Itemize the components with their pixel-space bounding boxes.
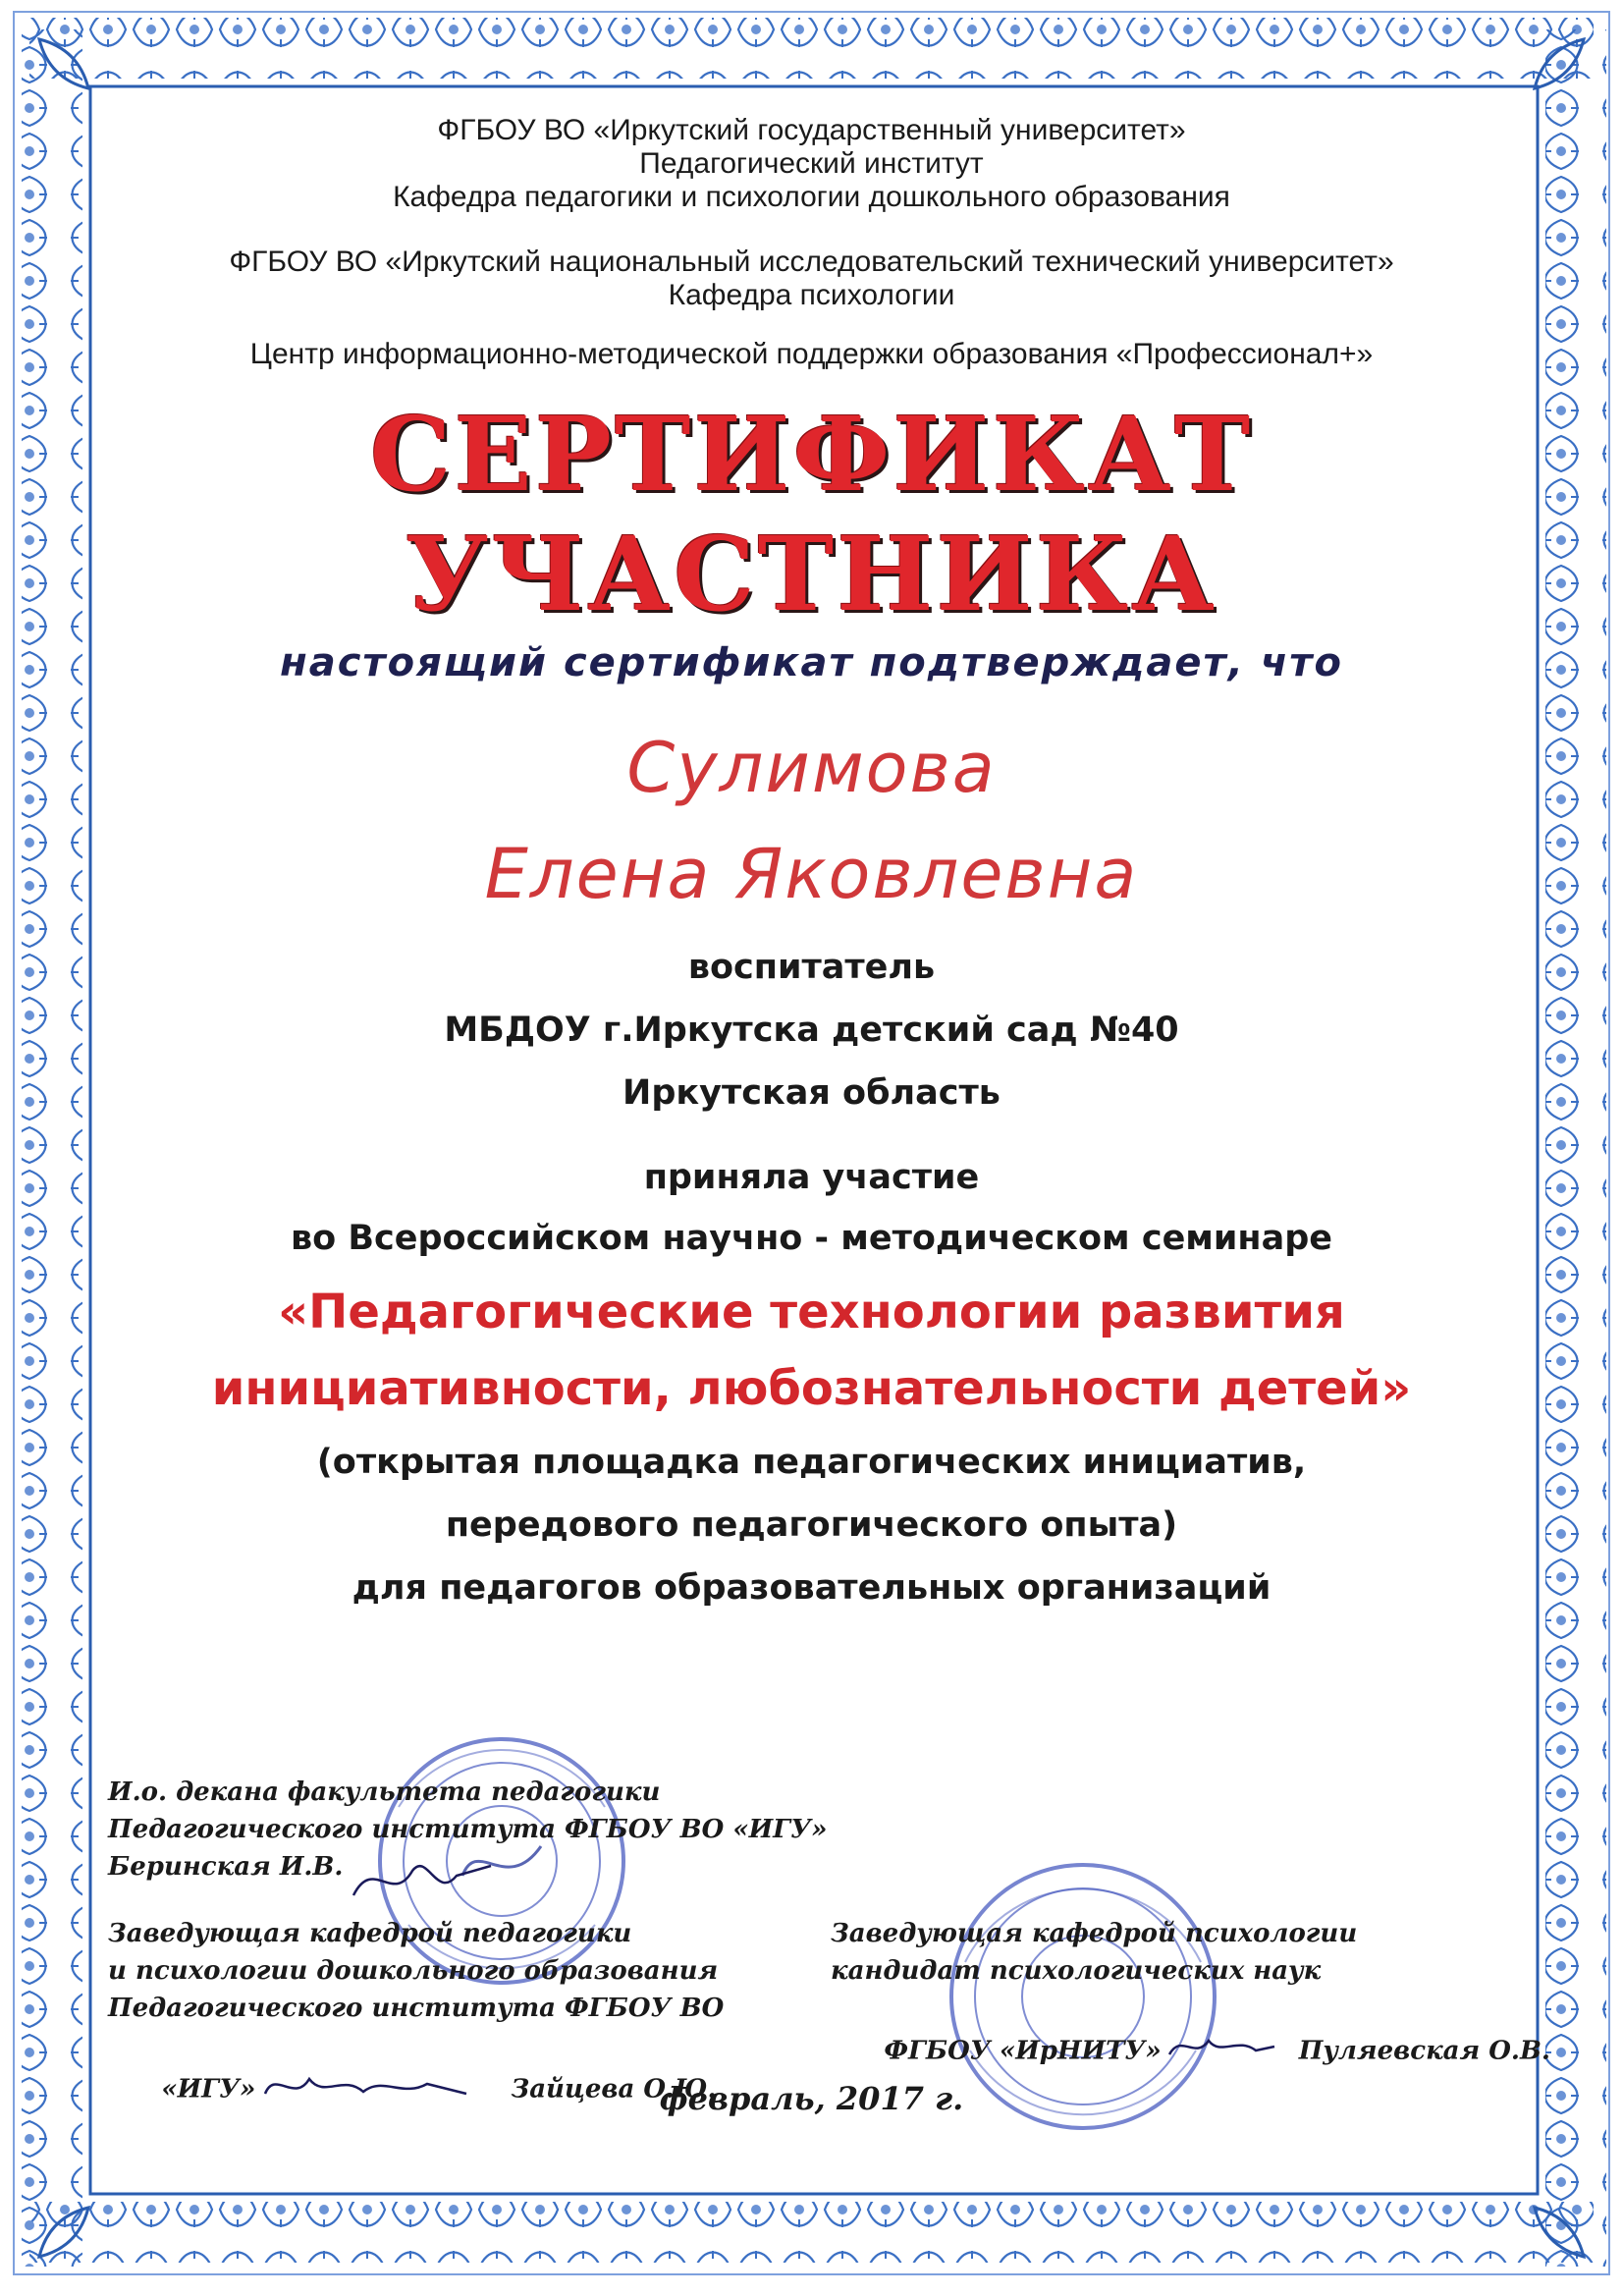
participation-line1: приняла участие — [643, 1158, 980, 1197]
head-psychology-name: Пуляевская О.В. — [1298, 2036, 1550, 2066]
event-note-line1: (открытая площадка педагогических инициатив, — [316, 1443, 1307, 1482]
head-preschool-org: «ИГУ» — [161, 2074, 256, 2105]
recipient-organization: МБДОУ г.Иркутска детский сад №40 — [444, 1011, 1179, 1050]
event-title-line1: «Педагогические технологии развития — [278, 1285, 1345, 1339]
head-psychology-org: ФГБОУ «ИрНИТУ» — [884, 2036, 1162, 2066]
org-psychology-department-line: Кафедра психологии — [668, 279, 955, 311]
event-note-line2: передового педагогического опыта) — [445, 1505, 1178, 1545]
head-preschool-name: Зайцева О.Ю. — [511, 2074, 717, 2105]
head-psychology-title-line1: Заведующая кафедрой психологии — [831, 1919, 1358, 1948]
head-preschool-title-line1: Заведующая кафедрой педагогики — [108, 1919, 632, 1948]
recipient-given-names: Елена Яковлевна — [484, 834, 1139, 914]
dean-title-line2: Педагогического института ФГБОУ ВО «ИГУ» — [108, 1815, 828, 1844]
certificate-title-line2: УЧАСТНИКА — [405, 514, 1218, 634]
head-preschool-title-line2: и психологии дошкольного образования — [108, 1956, 719, 1986]
recipient-position: воспитатель — [687, 948, 936, 987]
dean-handwritten-signature — [344, 1846, 501, 1915]
recipient-surname: Сулимова — [626, 728, 997, 808]
recipient-region: Иркутская область — [622, 1073, 1001, 1113]
org-university-line: ФГБОУ ВО «Иркутский государственный университет» — [437, 114, 1186, 146]
certificate-title-line1: СЕРТИФИКАТ — [369, 394, 1254, 515]
head-psychology-title-line2: кандидат психологических наук — [831, 1956, 1322, 1986]
issue-date: февраль, 2017 г. — [659, 2080, 964, 2117]
head-preschool-title-line3: Педагогического института ФГБОУ ВО — [108, 1994, 725, 2023]
dean-name: Беринская И.В. — [108, 1852, 344, 1882]
org-institute-line: Педагогический институт — [639, 147, 984, 180]
event-note-line3: для педагогов образовательных организаций — [352, 1568, 1271, 1608]
head-psychology-handwritten-signature — [1162, 2027, 1299, 2077]
confirm-text: настоящий сертификат подтверждает, что — [280, 640, 1343, 685]
event-title-line2: инициативности, любознательности детей» — [211, 1361, 1412, 1416]
org-center-line: Центр информационно-методической поддержки образования «Профессионал+» — [249, 338, 1374, 370]
participation-line2: во Всероссийском научно - методическом семинаре — [290, 1219, 1333, 1258]
org-technical-university-line: ФГБОУ ВО «Иркутский национальный исследовательский технический университет» — [229, 246, 1394, 278]
dean-title-line1: И.о. декана факультета педагогики — [108, 1777, 661, 1807]
org-department-line: Кафедра педагогики и психологии дошкольного образования — [393, 181, 1230, 213]
head-preschool-signature-block — [108, 1915, 724, 2154]
